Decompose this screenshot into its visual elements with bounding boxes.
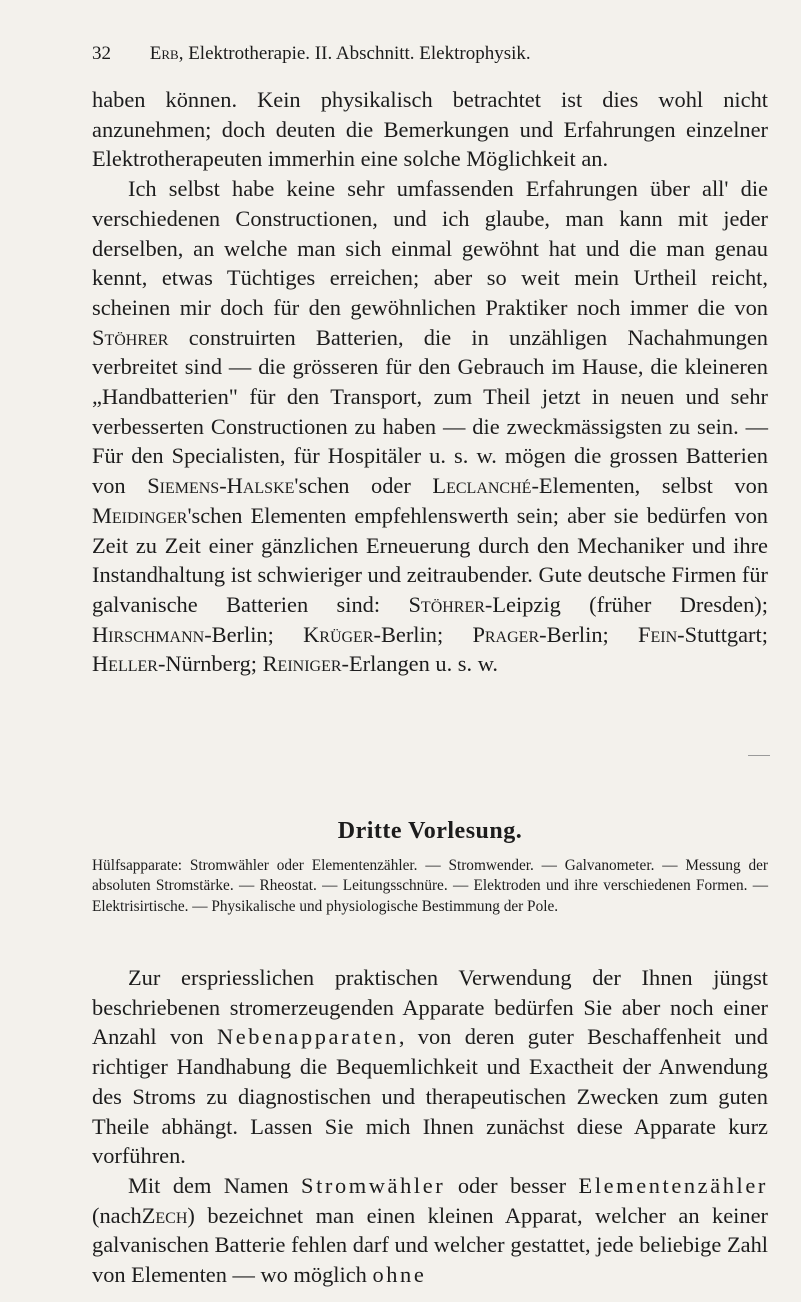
text-run: , von deren guter Beschaffenheit und richtiger Handhabung die Bequemlichkeit und Exactheit der Anwendung des Stroms zu diagnostischen und therapeutischen Zwecken zum guten Theile abhängt. Lassen Sie mich Ihnen zunächst diese Apparate kurz vorführen. [92,1024,768,1169]
page-number: 32 [92,43,111,64]
company-name: Stöhrer [408,591,485,617]
text-run: (nach [92,1202,142,1228]
text-run: -Elementen, selbst von [531,473,769,499]
person-name: Stöhrer [92,324,169,350]
text-run: ) bezeichnet man einen kleinen Apparat, welcher an keiner galvanischen Batterie fehlen darf und welcher gestattet, jede beliebige Zahl von Elementen — wo möglich [92,1202,768,1288]
spaced-term: Elementenzähler [578,1172,768,1198]
company-name: Hirschmann [92,621,205,647]
text-run: Ich selbst habe keine sehr umfassenden Erfahrungen über all' die verschiedenen Constructionen, und ich glaube, man kann mit jeder derselben, an welche man sich einmal gewöhnt hat und die man genau kennt, etwas Tüchtiges erreichen; aber so weit mein Urtheil reicht, scheinen mir doch für den gewöhnlichen Praktiker noch immer die von [92,176,768,320]
company-name: Krüger [303,621,374,647]
company-name: Fein [638,621,678,647]
text-run: Mit dem Namen [128,1172,289,1198]
paragraph [92,1171,768,1290]
margin-mark [748,755,770,756]
lecture-text [92,963,768,1290]
paragraph: haben können. Kein physikalisch betrachtet ist dies wohl nicht anzunehmen; doch deuten die Bemerkungen und Erfahrungen einzelner Elektrotherapeuten immerhin eine solche Möglichkeit an. [92,87,768,172]
spaced-term: Stromwähler [301,1172,446,1198]
paragraph [92,963,768,1171]
company-name: Reiniger [262,651,342,677]
running-head-title: Elektrotherapie. II. Abschnitt. Elektrophysik. [188,43,531,64]
text-run: -Nürnberg; [157,651,258,677]
person-name: Meidinger [92,502,188,528]
paragraph [92,174,768,679]
lecture-summary: Hülfsapparate: Stromwähler oder Elementenzähler. — Stromwender. — Galvanometer. — Messung der absoluten Stromstärke. — Rheostat. — Leitungsschnüre. — Elektroden und ihre verschiedenen Formen. — Elektrisirtische. — Physikalische und physiologische Bestimmung der Pole. [92,857,768,915]
text-run: -Stuttgart; [677,621,768,647]
continuation-text [92,85,768,679]
text-run: 'schen Elementen empfehlenswerth sein; aber sie bedürfen von Zeit zu Zeit einer gänzlichen Erneuerung durch den Mechaniker und ihre Instandhaltung ist schwieriger und zeitraubender. Gute deutsche Firmen für galvanische Batterien sind: [92,502,768,617]
text-run: -Berlin; [539,621,609,647]
text-run: 'schen oder [294,473,411,499]
person-name: Siemens-Halske [147,473,295,499]
spaced-term: Nebenapparaten [216,1024,399,1050]
running-head: 32 Erb, Elektrotherapie. II. Abschnitt. Elektrophysik. [92,43,531,64]
person-name: Leclanché [432,473,532,499]
company-name: Heller [92,651,158,677]
text-run: construirten Batterien, die in unzähligen Nachahmungen verbreitet sind — die grösseren für den Gebrauch im Hause, die kleineren „Handbatterien" für den Transport, zum Theil jetzt in neuen und sehr verbesserten Constructionen zu haben — die zweckmässigsten zu sein. — Für den Specialisten, für Hospitäler u. s. w. mögen die grossen Batterien von [92,324,769,499]
person-name: Zech [141,1202,188,1228]
company-name: Prager [472,621,540,647]
text-run: -Berlin; [373,621,444,647]
text-run: -Erlangen u. s. w. [341,651,499,677]
text-run: -Berlin; [204,621,274,647]
spaced-term: ohne [372,1262,427,1288]
text-run: oder besser [457,1172,567,1198]
text-run: -Leipzig (früher Dresden); [484,591,768,617]
lecture-title: Dritte Vorlesung. [337,818,523,844]
running-head-author: Erb [149,43,179,64]
text-run: Zur erspriesslichen praktischen Verwendung der Ihnen jüngst beschriebenen stromerzeugenden Apparate bedürfen Sie aber noch einer Anzahl von [92,965,768,1050]
